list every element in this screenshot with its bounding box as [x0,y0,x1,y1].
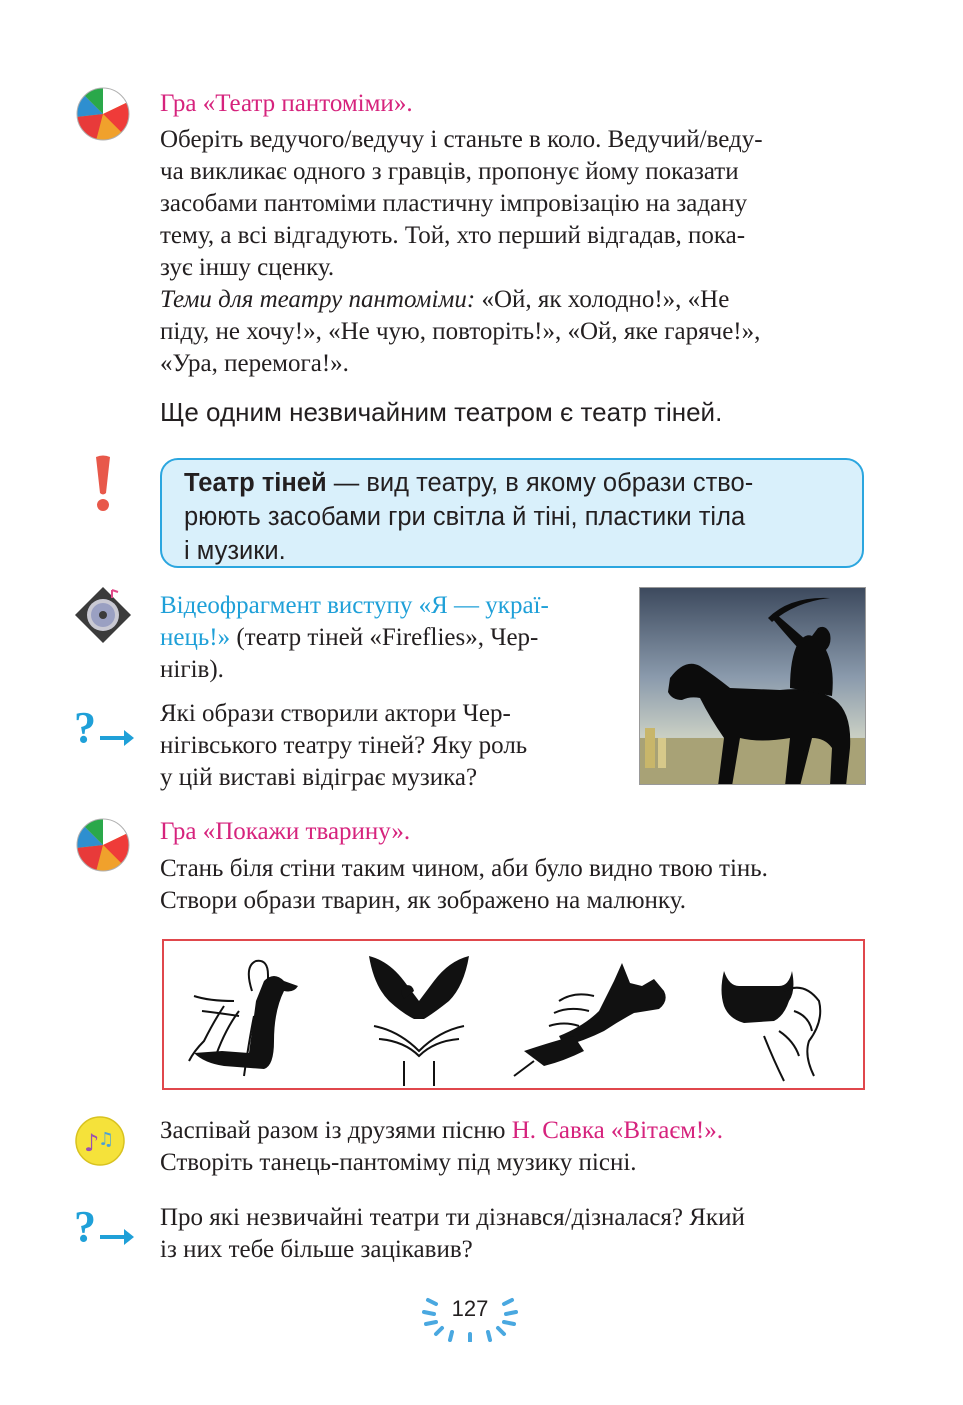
video-disc-icon [72,584,134,646]
shadow-theatre-photo [639,587,866,785]
intro-sentence: Ще одним незвичайним театром є театр тіней. [160,397,723,427]
game1-line: Оберіть ведучого/ведучу і станьте в коло. Ведучий/веду- [160,126,763,153]
definition-line: рюють засобами гри світла й тіні, пластики тіла [184,503,746,531]
definition-line [184,466,840,500]
svg-text:?: ? [74,1205,96,1251]
video-title-end: нець!» [160,624,231,651]
svg-text:♫: ♫ [98,1129,115,1150]
question1 [160,698,615,794]
video-text: (театр тіней «Fireflies», Чер- [230,624,539,651]
page-number: 127 [451,1296,489,1321]
beach-ball-icon [76,818,130,872]
video-line: нігів). [160,656,224,683]
question2-line: із них тебе більше зацікавив? [160,1236,473,1263]
svg-text:♪: ♪ [84,1129,100,1157]
game2-title: Гра «Покажи тварину». [160,818,411,845]
exclamation-icon [92,455,114,513]
question1-line: у цій виставі відіграє музика? [160,764,478,791]
question1-line: Які образи створили актори Чер- [160,700,511,727]
game1-line: засобами пантоміми пластичну імпровізацію на задану [160,190,748,217]
song-text: Заспівай разом із друзями пісню [160,1117,512,1144]
themes-line: піду, не хочу!», «Не чую, повторіть!», «Ой, яке гаряче!», [160,318,761,345]
definition-line: і музики. [184,537,286,565]
question2-line: Про які незвичайні театри ти дізнався/дізналася? Який [160,1204,745,1231]
video-caption [160,590,615,686]
game2-line: Стань біля стіни таким чином, аби було видно твою тінь. [160,855,768,882]
video-title: Відеофрагмент виступу «Я — украї- [160,592,549,619]
dog-shadow [514,963,666,1076]
song-line: Створіть танець-пантоміму під музику пісні. [160,1149,637,1176]
eagle-shadow [369,956,469,1086]
music-note-icon [74,1115,126,1167]
game1-body [160,124,865,380]
game2-body [160,853,865,917]
themes-line [160,284,865,316]
themes-label: Теми для театру пантоміми: [160,286,476,313]
definition-text: — вид театру, в якому образи ство- [326,469,754,497]
game1-title: Гра «Театр пантоміми». [160,90,413,117]
question-arrow-icon [74,1205,136,1251]
themes-text: «Ой, як холодно!», «Не [475,286,730,313]
song-block [160,1115,865,1179]
page-number-decoration [420,1292,520,1342]
game1-line: ча викликає одного з гравців, пропонує йому показати [160,158,739,185]
song-line [160,1115,865,1147]
bull-shadow [722,971,821,1081]
video-line [160,622,615,654]
question-arrow-icon [74,706,136,752]
question2 [160,1202,865,1266]
svg-text:?: ? [74,706,96,752]
beach-ball-icon [76,87,130,141]
game2-line: Створи образи тварин, як зображено на малюнку. [160,887,686,914]
shadow-animals-frame [162,939,865,1090]
game1-line: зує іншу сценку. [160,254,335,281]
definition-term: Театр тіней [184,469,327,497]
song-name: Н. Савка «Вітаєм!». [511,1117,724,1144]
game1-line: тему, а всі відгадують. Той, хто перший відгадав, пока- [160,222,746,249]
definition-box [160,458,864,568]
question1-line: нігівського театру тіней? Яку роль [160,732,528,759]
themes-line: «Ура, перемога!». [160,350,349,377]
